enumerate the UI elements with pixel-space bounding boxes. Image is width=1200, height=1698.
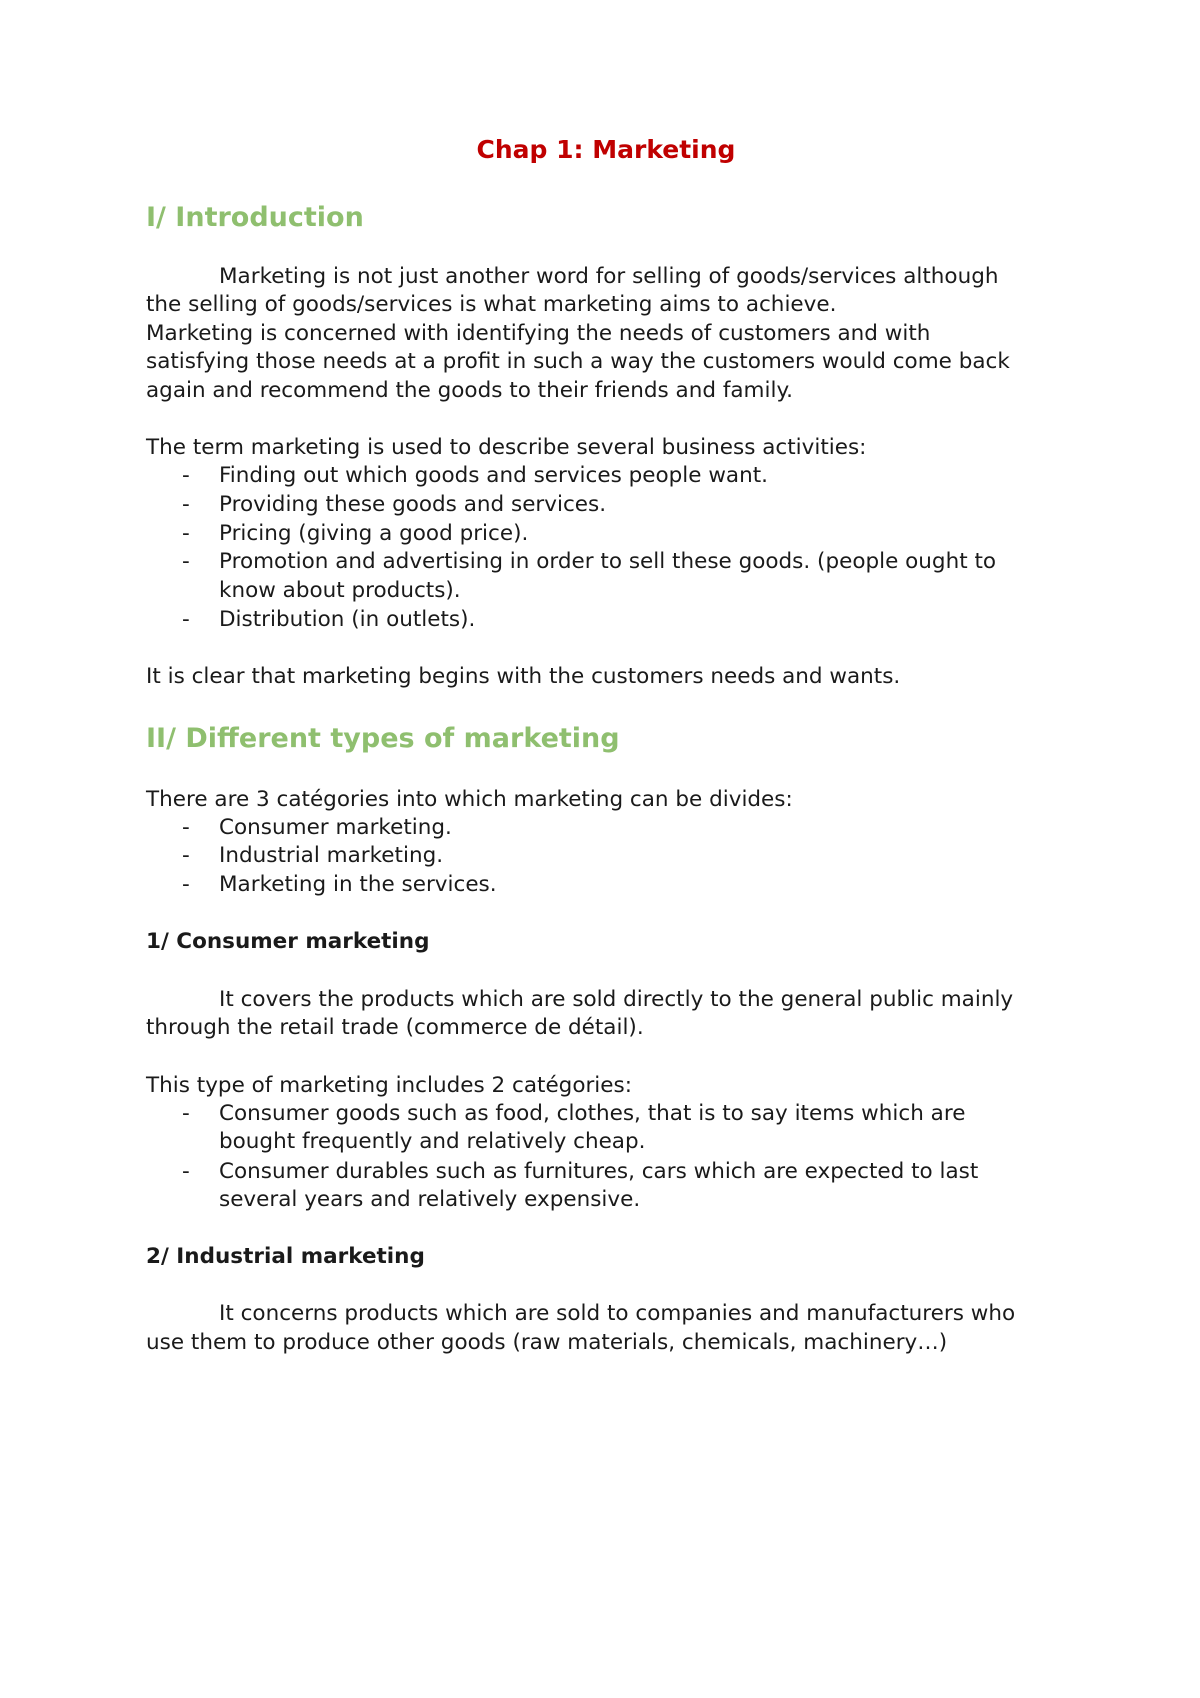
industrial-para-line2: use them to produce other goods (raw materials, chemicals, machinery…) bbox=[146, 1330, 948, 1355]
intro-para1-line2: the selling of goods/services is what marketing aims to achieve. bbox=[146, 292, 837, 317]
document-title: Chap 1: Marketing bbox=[476, 135, 736, 164]
type-item: Consumer marketing. bbox=[219, 815, 452, 840]
type-item: Industrial marketing. bbox=[219, 843, 444, 868]
bullet-dash: - bbox=[182, 463, 190, 488]
heading-types-of-marketing: II/ Different types of marketing bbox=[146, 723, 620, 754]
activity-item-continued: know about products). bbox=[219, 578, 461, 603]
bullet-dash: - bbox=[182, 1159, 190, 1184]
type-item: Marketing in the services. bbox=[219, 872, 497, 897]
activity-item: Finding out which goods and services people want. bbox=[219, 463, 768, 488]
consumer-para-line1: It covers the products which are sold directly to the general public mainly bbox=[219, 987, 1014, 1012]
consumer-item-continued: bought frequently and relatively cheap. bbox=[219, 1129, 646, 1154]
intro-para2-line2: satisfying those needs at a profit in such a way the customers would come back bbox=[146, 349, 1010, 374]
bullet-dash: - bbox=[182, 549, 190, 574]
activities-intro: The term marketing is used to describe several business activities: bbox=[146, 435, 867, 460]
types-intro: There are 3 catégories into which marketing can be divides: bbox=[146, 787, 793, 812]
activity-item: Providing these goods and services. bbox=[219, 492, 607, 517]
intro-conclusion: It is clear that marketing begins with the customers needs and wants. bbox=[146, 664, 901, 689]
bullet-dash: - bbox=[182, 1101, 190, 1126]
bullet-dash: - bbox=[182, 872, 190, 897]
heading-introduction: I/ Introduction bbox=[146, 202, 364, 233]
industrial-para-line1: It concerns products which are sold to companies and manufacturers who bbox=[219, 1301, 1016, 1326]
heading-consumer-marketing: 1/ Consumer marketing bbox=[146, 929, 430, 954]
consumer-para-line2: through the retail trade (commerce de détail). bbox=[146, 1015, 644, 1040]
consumer-item: Consumer goods such as food, clothes, that is to say items which are bbox=[219, 1101, 966, 1126]
consumer-item-continued: several years and relatively expensive. bbox=[219, 1187, 641, 1212]
consumer-includes: This type of marketing includes 2 catégories: bbox=[146, 1073, 632, 1098]
bullet-dash: - bbox=[182, 521, 190, 546]
activity-item: Pricing (giving a good price). bbox=[219, 521, 529, 546]
consumer-item: Consumer durables such as furnitures, cars which are expected to last bbox=[219, 1159, 979, 1184]
intro-para2-line1: Marketing is concerned with identifying the needs of customers and with bbox=[146, 321, 931, 346]
heading-industrial-marketing: 2/ Industrial marketing bbox=[146, 1244, 425, 1269]
activity-item: Promotion and advertising in order to sell these goods. (people ought to bbox=[219, 549, 997, 574]
activity-item: Distribution (in outlets). bbox=[219, 607, 476, 632]
bullet-dash: - bbox=[182, 815, 190, 840]
intro-para1-line1: Marketing is not just another word for selling of goods/services although bbox=[219, 264, 999, 289]
bullet-dash: - bbox=[182, 607, 190, 632]
bullet-dash: - bbox=[182, 843, 190, 868]
bullet-dash: - bbox=[182, 492, 190, 517]
intro-para2-line3: again and recommend the goods to their friends and family. bbox=[146, 378, 793, 403]
